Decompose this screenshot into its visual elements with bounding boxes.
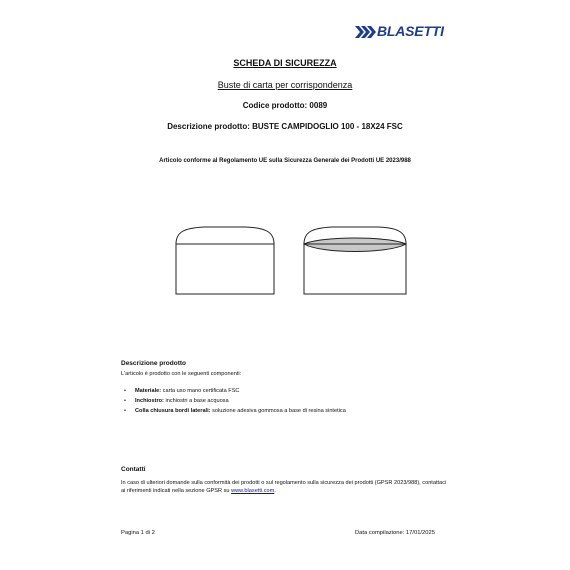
list-item: • Materiale: carta uso mano certificata FSC [124,388,240,394]
product-description: Descrizione prodotto: BUSTE CAMPIDOGLIO 100 - 18X24 FSC [167,122,403,131]
contacts-text-after: . [274,488,276,495]
list-item: • Inchiostro: inchiostri a base acquosa [124,398,229,404]
contacts-text-before: In caso di ulteriori domande sulla conformità dei prodotti o sul regolamento sulla sicurezza dei prodotti (GPSR 2023/988), contattaci ai riferimenti indicati nella sezione GPSR su [121,480,447,495]
gum-area [304,238,406,252]
envelope-front-icon [174,218,276,298]
page-number: Pagina 1 di 2 [121,530,155,536]
product-section-title: Descrizione prodotto [121,360,187,367]
compilation-date: Data compilazione: 17/01/2025 [355,530,435,536]
contacts-text [121,479,451,496]
contacts-title: Contatti [121,466,146,473]
blasetti-logo [355,22,450,44]
item-label: Materiale: [135,388,162,394]
item-text: soluzione adesiva gommosa a base di resina sintetica [210,408,346,414]
regulation-note: Articolo conforme al Regolamento UE sulla Sicurezza Generale dei Prodotti UE 2023/988 [159,158,411,164]
component-list [121,386,346,416]
list-item: • Colla chiusura bordi laterali: soluzione adesiva gommosa a base di resina sintetica [124,408,346,414]
item-label: Colla chiusura bordi laterali: [135,408,211,414]
product-section-intro: L'articolo è prodotto con le seguenti componenti: [121,371,242,377]
item-label: Inchiostro: [135,398,164,404]
blasetti-stripes-logo-icon [355,26,377,38]
document-subtitle: Buste di carta per corrispondenza [217,80,353,90]
document-title: SCHEDA DI SICUREZZA [233,58,337,68]
logo-wordmark: BLASETTI [377,23,444,39]
website-link[interactable]: www.blasetti.com [231,488,275,495]
item-text: inchiostri a base acquosa [163,398,229,404]
product-code: Codice prodotto: 0089 [242,101,328,110]
item-text: carta uso mano certificata FSC [161,388,240,394]
envelope-gummed-flap-icon [302,218,408,298]
